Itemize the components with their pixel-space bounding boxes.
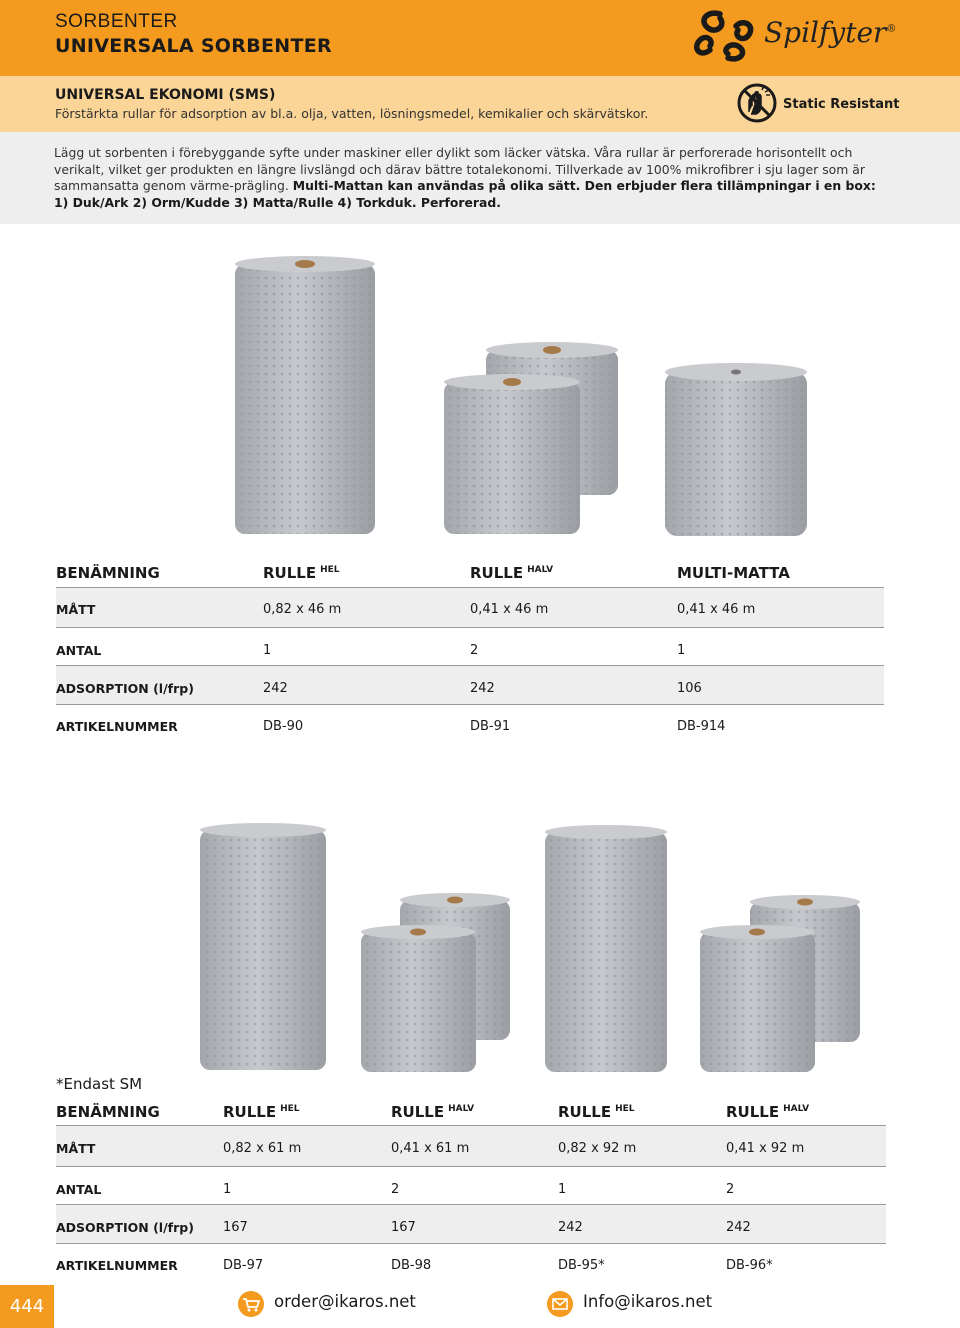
table1-col-3: MULTI-MATTA	[677, 564, 790, 582]
table1-header-label: BENÄMNING	[56, 564, 160, 582]
table2-cell: 2	[726, 1182, 735, 1197]
table1-cell: 242	[470, 681, 495, 696]
product-description	[54, 145, 894, 211]
table2-cell: DB-98	[391, 1258, 432, 1273]
table2-col-1: RULLE $^{HEL}$	[223, 1103, 300, 1121]
table2-cell: 167	[223, 1220, 248, 1235]
table2-row-label-artikelnummer: ARTIKELNUMMER	[56, 1258, 178, 1273]
brand-name: Spilfyter®	[764, 16, 897, 49]
table2-col-2: RULLE $^{HALV}$	[391, 1103, 475, 1121]
table2-cell: 2	[391, 1182, 400, 1197]
divider	[56, 1243, 886, 1244]
table2-cell: 0,41 x 61 m	[391, 1141, 470, 1156]
table2-row-label-adsorption: ADSORPTION (l/frp)	[56, 1220, 194, 1235]
roll-full-image	[235, 256, 375, 534]
table1-cell: 1	[263, 643, 272, 658]
roll-full-image	[545, 825, 667, 1072]
table2-cell: 0,41 x 92 m	[726, 1141, 805, 1156]
multi-matta-image	[665, 363, 807, 536]
table2-cell: 242	[558, 1220, 583, 1235]
table1-row-label-matt: MÅTT	[56, 602, 96, 617]
table1-cell: 106	[677, 681, 702, 696]
table2-header-label: BENÄMNING	[56, 1103, 160, 1121]
table1-cell: 0,41 x 46 m	[470, 602, 549, 617]
divider	[56, 704, 884, 705]
table2-cell: DB-96*	[726, 1258, 773, 1273]
table2-cell: DB-97	[223, 1258, 264, 1273]
table1-cell: DB-90	[263, 719, 304, 734]
divider	[56, 1166, 886, 1167]
description-text: Lägg ut sorbenten i förebyggande syfte under maskiner eller dylikt som läcker vätska. Våra rullar är perforerade horisontellt och verikalt, vilket ger produkten en längre livslängd och därav bättre totalekonomi. Tillverkade av 100% mikrofibrer i sju lager som är sammansatta genom värme-prägling.	[54, 145, 865, 193]
table1-col-1: RULLE $^{HEL}$	[263, 564, 340, 582]
table1-cell: 2	[470, 643, 479, 658]
product-image-rolls-2	[195, 820, 875, 1080]
table2-col-3: RULLE $^{HEL}$	[558, 1103, 635, 1121]
table1-row-label-artikelnummer: ARTIKELNUMMER	[56, 719, 178, 734]
roll-half-front-image	[444, 374, 580, 534]
table1-row-label-antal: ANTAL	[56, 643, 102, 658]
table2-cell: DB-95*	[558, 1258, 605, 1273]
table1-cell: 0,82 x 46 m	[263, 602, 342, 617]
table2-cell: 0,82 x 61 m	[223, 1141, 302, 1156]
table1-cell: 0,41 x 46 m	[677, 602, 756, 617]
page-number: 444	[0, 1285, 54, 1328]
table1-cell: 242	[263, 681, 288, 696]
table2-row-label-antal: ANTAL	[56, 1182, 102, 1197]
mail-icon	[547, 1291, 573, 1317]
table1-col-2: RULLE $^{HALV}$	[470, 564, 554, 582]
table1-row-label-adsorption: ADSORPTION (l/frp)	[56, 681, 194, 696]
product-name: UNIVERSAL EKONOMI (SMS)	[55, 87, 276, 103]
static-resistant-badge: Static Resistant	[783, 97, 900, 112]
cart-icon	[238, 1291, 264, 1317]
table2-cell: 1	[558, 1182, 567, 1197]
category-label: SORBENTER	[55, 11, 178, 32]
table2-cell: 0,82 x 92 m	[558, 1141, 637, 1156]
table1-cell: DB-914	[677, 719, 726, 734]
order-email-link[interactable]: order@ikaros.net	[274, 1292, 416, 1311]
table2-cell: 1	[223, 1182, 232, 1197]
table2-cell: 167	[391, 1220, 416, 1235]
product-tagline: Förstärkta rullar för adsorption av bl.a. olja, vatten, lösningsmedel, kemikalier och skärvätskor.	[55, 106, 649, 121]
product-image-rolls-1	[230, 250, 820, 550]
table1-cell: DB-91	[470, 719, 511, 734]
table2-row-label-matt: MÅTT	[56, 1141, 96, 1156]
roll-half-front-image	[700, 925, 815, 1072]
info-email-link[interactable]: Info@ikaros.net	[583, 1292, 713, 1311]
roll-half-front-image	[361, 925, 476, 1072]
description-bold-text: Multi-Mattan kan användas på olika sätt. Den erbjuder flera tillämpningar i en box: 1) Duk/Ark 2) Orm/Kudde 3) Matta/Rulle 4) Torkduk. Perforerad.	[54, 178, 876, 210]
table2-cell: 242	[726, 1220, 751, 1235]
footnote-endast-sm: *Endast SM	[56, 1075, 143, 1093]
roll-full-image	[200, 823, 326, 1070]
table1-cell: 1	[677, 643, 686, 658]
static-resistant-icon	[736, 82, 778, 124]
table2-col-4: RULLE $^{HALV}$	[726, 1103, 810, 1121]
divider	[56, 627, 884, 628]
page-title: UNIVERSALA SORBENTER	[55, 35, 332, 57]
